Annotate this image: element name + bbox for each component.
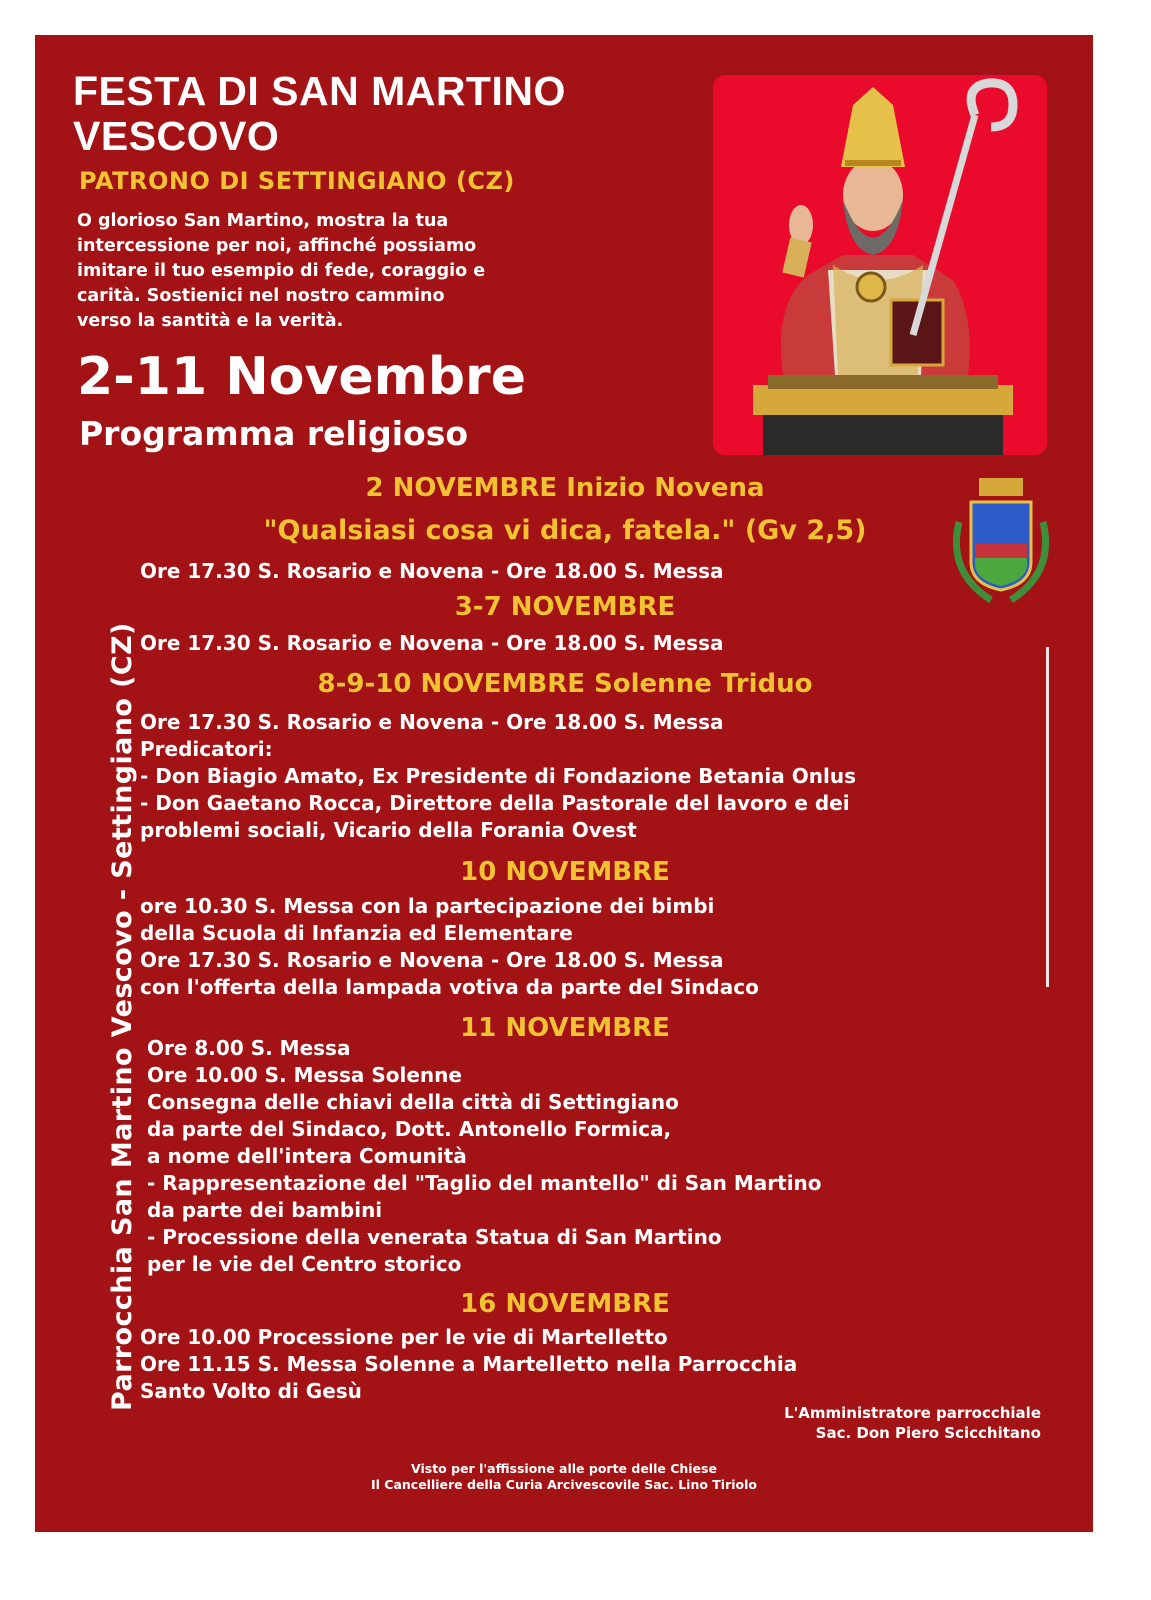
approval-line: Il Cancelliere della Curia Arcivescovile Sac. Lino Tiriolo [371, 1477, 757, 1492]
event-dates: 2-11 Novembre [77, 347, 526, 407]
nov11-line: Consegna delle chiavi della città di Settingiano [147, 1090, 679, 1114]
signature-role: L'Amministratore parrocchiale [784, 1404, 1041, 1422]
prayer-line: carità. Sostienici nel nostro cammino [77, 286, 445, 306]
nov10-line: della Scuola di Infanzia ed Elementare [140, 921, 573, 945]
nov10-header: 10 NOVEMBRE [460, 857, 670, 887]
parish-side-label: Parrocchia San Martino Vescovo - Settingiano (CZ) [107, 622, 138, 1411]
approval-line: Visto per l'affissione alle porte delle Chiese [411, 1461, 717, 1476]
nov11-line: da parte del Sindaco, Dott. Antonello Formica, [147, 1117, 672, 1141]
prayer-line: O glorioso San Martino, mostra la tua [77, 211, 449, 231]
signature-name: Sac. Don Piero Scicchitano [815, 1424, 1041, 1442]
page-title [73, 69, 566, 159]
nov10-line: Ore 17.30 S. Rosario e Novena - Ore 18.00 S. Messa [140, 948, 724, 972]
nov11-line: Ore 8.00 S. Messa [147, 1036, 351, 1060]
title-line-2: VESCOVO [73, 113, 280, 159]
saint-statue-image [713, 75, 1047, 455]
nov8-10-line: Ore 17.30 S. Rosario e Novena - Ore 18.00 S. Messa [140, 710, 724, 734]
nov8-10-line: - Don Biagio Amato, Ex Presidente di Fondazione Betania Onlus [140, 764, 856, 788]
nov11-line: da parte dei bambini [147, 1198, 383, 1222]
nov11-line: Ore 10.00 S. Messa Solenne [147, 1063, 462, 1087]
nov11-line: a nome dell'intera Comunità [147, 1144, 467, 1168]
nov2-quote: "Qualsiasi cosa vi dica, fatela." (Gv 2,5) [263, 515, 867, 546]
approval-note [35, 1461, 1093, 1493]
nov11-header: 11 NOVEMBRE [460, 1013, 670, 1043]
nov11-line: - Processione della venerata Statua di San Martino [147, 1225, 722, 1249]
nov16-line: Ore 10.00 Processione per le vie di Martelletto [140, 1325, 668, 1349]
vertical-divider [1046, 647, 1049, 987]
prayer-line: verso la santità e la verità. [77, 311, 344, 331]
prayer-text [77, 209, 637, 334]
nov2-line: Ore 17.30 S. Rosario e Novena - Ore 18.00 S. Messa [140, 559, 724, 583]
title-line-1: FESTA DI SAN MARTINO [73, 68, 566, 114]
nov8-10-header: 8-9-10 NOVEMBRE Solenne Triduo [317, 669, 813, 699]
nov16-line: Ore 11.15 S. Messa Solenne a Martelletto nella Parrocchia [140, 1352, 798, 1376]
nov10-line: ore 10.30 S. Messa con la partecipazione dei bimbi [140, 894, 715, 918]
programma-heading: Programma religioso [79, 414, 469, 453]
nov3-7-line: Ore 17.30 S. Rosario e Novena - Ore 18.00 S. Messa [140, 631, 724, 655]
nov11-line: per le vie del Centro storico [147, 1252, 462, 1276]
nov8-10-line: - Don Gaetano Rocca, Direttore della Pastorale del lavoro e dei [140, 791, 850, 815]
signature [784, 1403, 1041, 1443]
poster [35, 35, 1093, 1532]
subtitle: PATRONO DI SETTINGIANO (CZ) [79, 167, 515, 195]
prayer-line: intercessione per noi, affinché possiamo [77, 236, 477, 256]
prayer-line: imitare il tuo esempio di fede, coraggio e [77, 261, 486, 281]
nov3-7-header: 3-7 NOVEMBRE [454, 592, 676, 622]
nov11-line: - Rappresentazione del "Taglio del mantello" di San Martino [147, 1171, 822, 1195]
nov10-line: con l'offerta della lampada votiva da parte del Sindaco [140, 975, 759, 999]
nov8-10-line: problemi sociali, Vicario della Forania Ovest [140, 818, 637, 842]
nov16-header: 16 NOVEMBRE [460, 1289, 670, 1319]
nov8-10-line: Predicatori: [140, 737, 273, 761]
nov16-line: Santo Volto di Gesù [140, 1379, 362, 1403]
nov2-header: 2 NOVEMBRE Inizio Novena [365, 473, 765, 503]
